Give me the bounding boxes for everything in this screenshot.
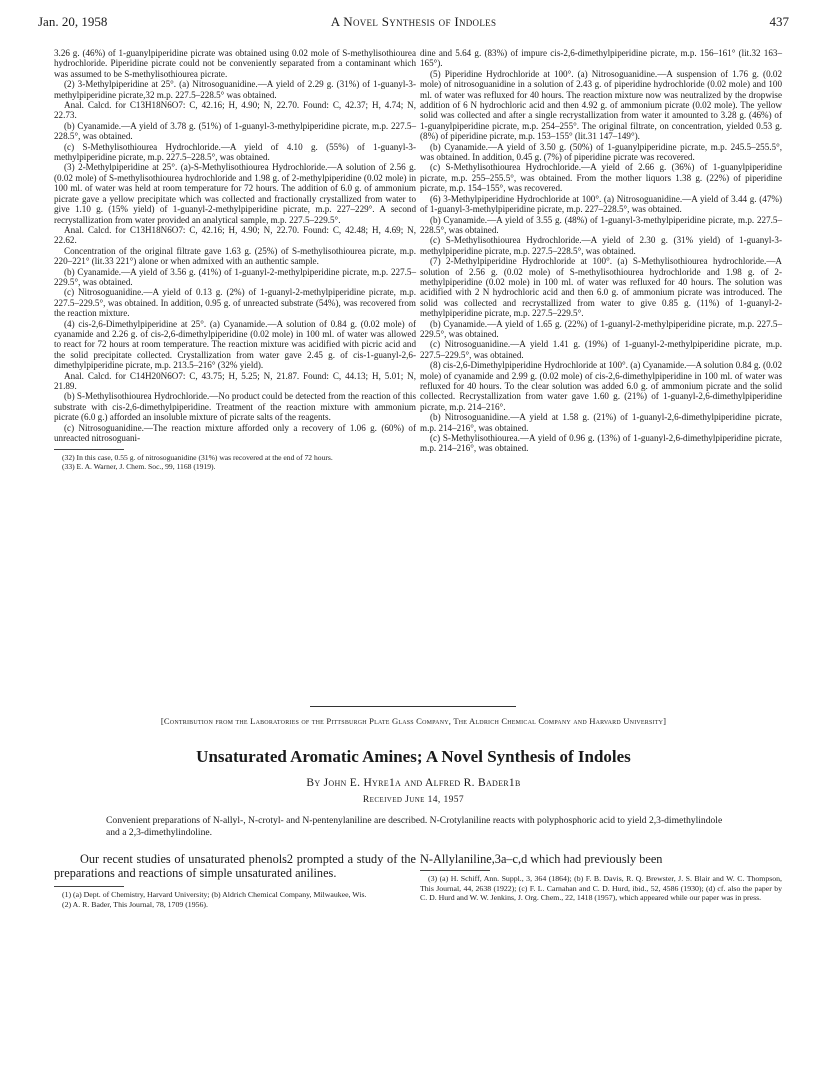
paragraph: (b) Cyanamide.—A yield of 3.78 g. (51%) of 1-guanyl-3-methylpiperidine picrate, m.p. 227.5–228.5°, was obtained. <box>54 120 416 142</box>
paragraph: (c) S-Methylisothiourea Hydrochloride.—A yield of 4.10 g. (55%) of 1-guanyl-3-methylpiperidine picrate, m.p. 227.5–228.5°, was obtained. <box>54 141 416 163</box>
paragraph: (c) S-Methylisothiourea Hydrochloride.—A yield of 2.30 g. (31% yield) of 1-guanyl-3-methylpiperidine picrate, m.p. 227.5–228.5°, was obtained. <box>420 235 782 256</box>
intro-right-footnotes <box>420 874 782 903</box>
paragraph: (c) S-Methylisothiourea Hydrochloride.—A yield of 2.66 g. (36%) of 1-guanylpiperidine picrate, m.p. 255–255.5°, was obtained. From the mother liquors 1.38 g. (22%) of piperidine picrate, m.p. 154–155°, was recovered. <box>420 162 782 194</box>
article-title: Unsaturated Aromatic Amines; A Novel Synthesis of Indoles <box>196 747 631 766</box>
article-separator <box>310 706 516 707</box>
footnote-rule <box>420 870 490 871</box>
paragraph: Concentration of the original filtrate gave 1.63 g. (25%) of S-methylisothiourea picrate, m.p. 220–221° (lit.33 221°) alone or when admixed with an authentic sample. <box>54 245 416 267</box>
footnote-rule <box>54 886 124 887</box>
paragraph: dine and 5.64 g. (83%) of impure cis-2,6-dimethylpiperidine picrate, m.p. 156–161° (lit.32 163–165°). <box>420 48 782 69</box>
footnote: (2) A. R. Bader, This Journal, 78, 1709 (1956). <box>62 899 208 909</box>
paragraph: (6) 3-Methylpiperidine Hydrochloride at 100°. (a) Nitrosoguanidine.—A yield of 3.44 g. (47%) of 1-guanyl-3-methylpiperidine picrate, m.p. 227–228.5°, was obtained. <box>420 193 782 215</box>
journal-date: Jan. 20, 1958 <box>38 14 108 29</box>
footnote-rule <box>54 449 124 450</box>
paragraph: (c) Nitrosoguanidine.—A yield of 0.13 g. (2%) of 1-guanyl-2-methylpiperidine picrate, m.p. 227.5–229.5°, was obtained. In addition, 0.95 g. of unreacted substrate (54%), was recovered from the reaction mixture. <box>54 287 416 319</box>
running-header <box>38 14 789 32</box>
paragraph: (c) Nitrosoguanidine.—A yield 1.41 g. (19%) of 1-guanyl-2-methylpiperidine picrate, m.p. 227.5–229.5°, was obtained. <box>420 339 782 360</box>
footnote: (33) E. A. Warner, J. Chem. Soc., 99, 1168 (1919). <box>62 462 216 472</box>
intro-left-column <box>54 852 416 909</box>
paragraph: (b) Cyanamide.—A yield of 3.50 g. (50%) of 1-guanylpiperidine picrate, m.p. 245.5–255.5°, was obtained. In addition, 0.45 g. (7%) of piperidine picrate was recovered. <box>420 141 782 163</box>
paragraph: Anal. Calcd. for C14H20N6O7: C, 43.75; H, 5.25; N, 21.87. Found: C, 44.13; H, 5.01; N, 21.89. <box>54 370 416 391</box>
right-column <box>420 48 782 454</box>
paragraph: (3) 2-Methylpiperidine at 25°. (a)-S-Methylisothiourea Hydrochloride.—A solution of 2.56 g. (0.02 mole) of S-methylisothiourea hydrochloride and 1.98 g. of 2-methylpiperidine (0.02 mole) in 100 ml. of water was held at room temperature for 72 hours. The addition of 6.0 g. of ammonium picrate gave a yellow precipitate which was collected and fractionally crystallized from water to give 1.10 g. (15% yield) of 1-guanyl-2-methylpiperidine picrate, m.p. 227–229°. A second recrystallization from water provided an analytical sample, m.p. 227.5–229.5°. <box>54 162 416 225</box>
intro-paragraph: Our recent studies of unsaturated phenols2 prompted a study of the preparations and reactions of simple unsaturated anilines. <box>54 852 416 880</box>
paragraph: (b) S-Methylisothiourea Hydrochloride.—No product could be detected from the reaction of this substrate with cis-2,6-dimethylpiperidine. Treatment of the reaction mixture with ammonium picrate (6.0 g.) afforded an insoluble mixture of picrate salts of the reagents. <box>54 391 416 423</box>
footnote: (32) In this case, 0.55 g. of nitrosoguanidine (31%) was recovered at the end of 72 hours. <box>62 453 333 463</box>
paragraph: (c) Nitrosoguanidine.—The reaction mixture afforded only a recovery of 1.06 g. (60%) of unreacted nitrosoguani- <box>54 422 416 444</box>
intro-right-column <box>420 852 782 903</box>
left-column <box>54 48 416 471</box>
left-footnotes <box>54 453 416 471</box>
paragraph: (b) Cyanamide.—A yield of 3.55 g. (48%) of 1-guanyl-3-methylpiperidine picrate, m.p. 227.5–228.5°, was obtained. <box>420 214 782 235</box>
right-column-paragraphs <box>420 48 782 454</box>
paragraph: (7) 2-Methylpiperidine Hydrochloride at 100°. (a) S-Methylisothiourea hydrochloride.—A solution of 2.56 g. (0.02 mole) of S-methylisothiourea hydrochloride and 1.98 g. of 2-methylpiperidine (0.02 mole) in 100 ml. of water was refluxed for 40 hours. The solution was acidified with 2 N hydrochloric acid and then 6.0 g. of ammonium picrate was introduced. The solid was collected and recrystallized from water to give 0.85 g. (11%) of 1-guanyl-2-methylpiperidine picrate, m.p. 227.5–229.5°. <box>420 256 782 319</box>
received-date: Received June 14, 1957 <box>362 795 465 805</box>
abstract: Convenient preparations of N-allyl-, N-crotyl- and N-pentenylaniline are described. N-Crotylaniline reacts with polyphosphoric acid to yield 2,3-dimethylindole and a 2,3-dimethylindoline. <box>106 815 723 838</box>
paragraph: (b) Cyanamide.—A yield of 1.65 g. (22%) of 1-guanyl-2-methylpiperidine picrate, m.p. 227.5–229.5°, was obtained. <box>420 318 782 339</box>
page-number: 437 <box>769 14 789 29</box>
running-title: A Novel Synthesis of Indoles <box>330 14 497 29</box>
paragraph: (8) cis-2,6-Dimethylpiperidine Hydrochloride at 100°. (a) Cyanamide.—A solution 0.84 g. (0.02 mole) of cyanamide and 2.99 g. (0.02 mole) of cis-2,6-dimethylpiperidine in 100 ml. of water was refluxed for 40 hours. To the clear solution was added 6.0 g. of ammonium picrate and the solid collected. Recrystallization from water gave 1.60 g. (21%) of 1-guanyl-2,6-dimethylpiperidine picrate, m.p. 214–216°. <box>420 360 782 412</box>
footnote: (3) (a) H. Schiff, Ann. Suppl., 3, 364 (1864); (b) F. B. Davis, R. Q. Brewster, J. S. Blair and W. C. Thompson, This Journal, 44, 2638 (1922); (c) F. L. Carnahan and C. D. Hurd, ibid., 52, 4586 (1930); (d) cf. also the paper by C. D. Hurd and W. W. Jenkins, J. Org. Chem., 22, 1418 (1957), which appeared while our paper was in press. <box>420 874 782 903</box>
paragraph: Anal. Calcd. for C13H18N6O7: C, 42.16; H, 4.90; N, 22.70. Found: C, 42.48; H, 4.69; N, 22.62. <box>54 224 416 246</box>
article-authors: By John E. Hyre1a and Alfred R. Bader1b <box>306 777 521 789</box>
paragraph: (c) S-Methylisothiourea.—A yield of 0.96 g. (13%) of 1-guanyl-2,6-dimethylpiperidine picrate, m.p. 214–216°, was obtained. <box>420 433 782 454</box>
intro-paragraph-continued: N-Allylaniline,3a–c,d which had previously been <box>420 852 663 866</box>
paragraph: (2) 3-Methylpiperidine at 25°. (a) Nitrosoguanidine.—A yield of 2.29 g. (31%) of 1-guanyl-3-methylpiperidine picrate,32 m.p. 227.5–228.5° was obtained. <box>54 79 416 100</box>
intro-left-footnotes <box>54 890 416 909</box>
paragraph: 3.26 g. (46%) of 1-guanylpiperidine picrate was obtained using 0.02 mole of S-methylisothiourea hydrochloride. Piperidine picrate could not be conveniently separated from a contaminant which was assumed to be S-methylisothiourea picrate. <box>54 48 416 79</box>
contribution-line: [Contribution from the Laboratories of the Pittsburgh Plate Glass Company, The Aldrich Chemical Company and Harvard University] <box>160 716 667 726</box>
paragraph: (b) Nitrosoguanidine.—A yield at 1.58 g. (21%) of 1-guanyl-2,6-dimethylpiperidine picrate, m.p. 214–216°, was obtained. <box>420 412 782 433</box>
paragraph: (5) Piperidine Hydrochloride at 100°. (a) Nitrosoguanidine.—A suspension of 1.76 g. (0.02 mole) of nitrosoguanidine in a solution of 2.43 g. of piperidine hydrochloride (0.02 mole) and 100 ml. of water was refluxed for 40 hours. The reaction mixture now was neutralized by the dropwise addition of 6 N hydrochloric acid and then 4.92 g. of ammonium picrate (0.02 mole). The yellow solid was collected and after a single recrystallization from water it amounted to 3.28 g. (46%) of 1-guanylpiperidine picrate, m.p. 254–255°. The original filtrate, on concentration, yielded 0.53 g. (8%) of piperidine picrate, m.p. 153–155° (lit.31 147–149°). <box>420 68 782 142</box>
paragraph: (b) Cyanamide.—A yield of 3.56 g. (41%) of 1-guanyl-2-methylpiperidine picrate, m.p. 227.5–229.5°, was obtained. <box>54 266 416 287</box>
paragraph: Anal. Calcd. for C13H18N6O7: C, 42.16; H, 4.90; N, 22.70. Found: C, 42.37; H, 4.74; N, 22.73. <box>54 100 416 121</box>
footnote: (1) (a) Dept. of Chemistry, Harvard University; (b) Aldrich Chemical Company, Milwaukee, Wis. <box>62 890 367 899</box>
left-column-paragraphs <box>54 48 416 443</box>
paragraph: (4) cis-2,6-Dimethylpiperidine at 25°. (a) Cyanamide.—A solution of 0.84 g. (0.02 mole) of cyanamide and 2.26 g. of cis-2,6-dimethylpiperidine (0.02 mole) in 100 ml. of water was allowed to react for 72 hours at room temperature. The reaction mixture was acidified with picric acid and the solid precipitate collected. Crystallization from water gave 2.45 g. of cis-1-guanyl-2,6-dimethylpiperidine picrate, m.p. 213.5–216° (32% yield). <box>54 318 416 371</box>
